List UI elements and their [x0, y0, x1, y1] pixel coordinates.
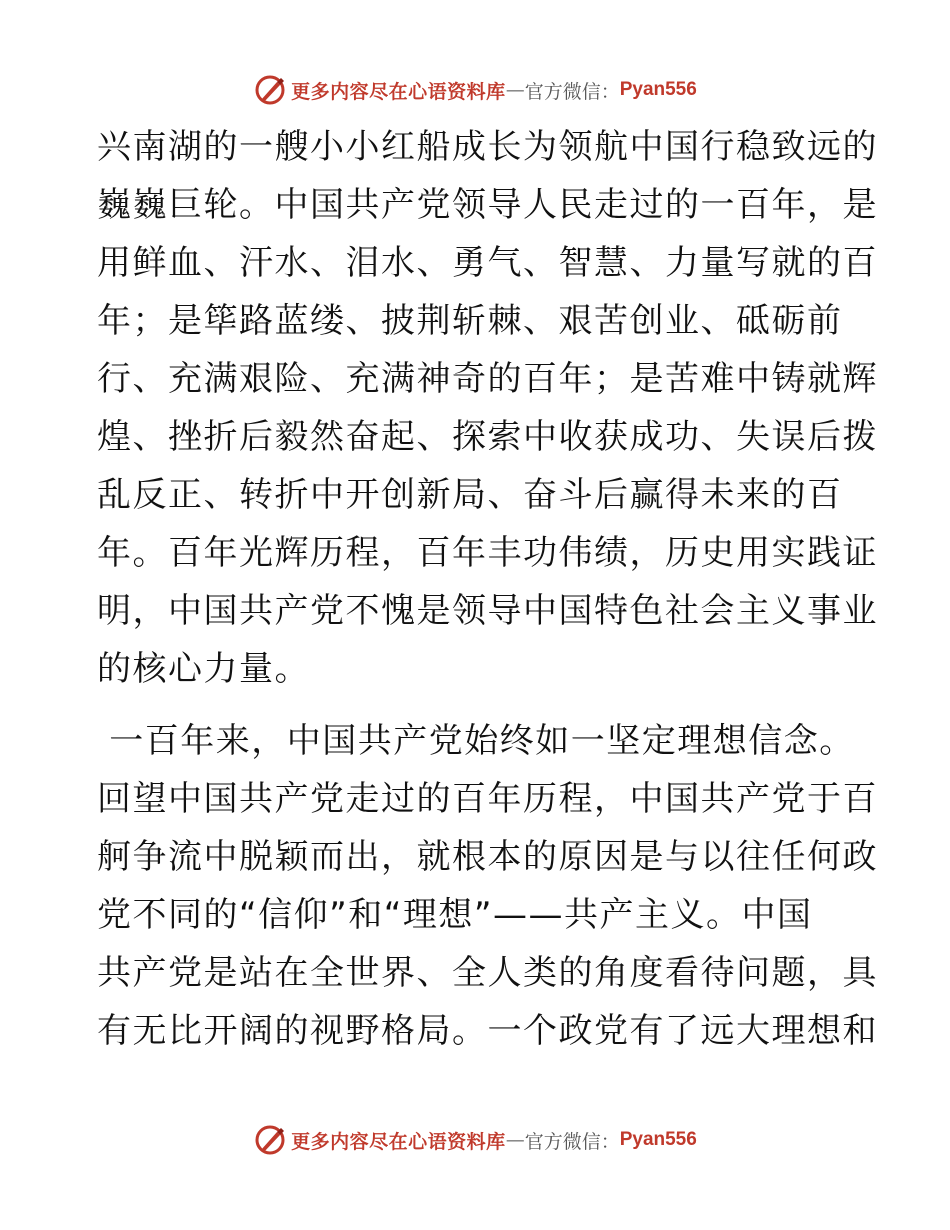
footer-banner — [0, 1120, 950, 1160]
footer-wechat-id: Pyan556 — [619, 1129, 697, 1150]
text-line: 一百年来，中国共产党始终如一坚定理想信念。 — [97, 721, 855, 761]
text-line: 党不同的“信仰”和“理想”——共产主义。中国 — [97, 895, 813, 935]
pen-logo-icon — [253, 1123, 287, 1157]
text-line: 用鲜血、汗水、泪水、勇气、智慧、力量写就的百 — [97, 243, 878, 283]
footer-wechat-label: 官方微信： — [524, 1130, 620, 1153]
text-line: 乱反正、转折中开创新局、奋斗后赢得未来的百 — [97, 475, 843, 515]
text-line: 明，中国共产党不愧是领导中国特色社会主义事业 — [97, 591, 878, 631]
paragraph-2 — [97, 712, 878, 1060]
text-line: 煌、挫折后毅然奋起、探索中收获成功、失误后拨 — [97, 417, 878, 457]
text-line: 年。百年光辉历程，百年丰功伟绩，历史用实践证 — [97, 533, 878, 573]
pen-logo-icon — [253, 73, 287, 107]
text-line: 巍巍巨轮。中国共产党领导人民走过的一百年，是 — [97, 185, 878, 225]
document-body — [97, 118, 878, 1060]
paragraph-1 — [97, 118, 878, 698]
text-line: 行、充满艰险、充满神奇的百年；是苦难中铸就辉 — [97, 359, 878, 399]
footer-dash: — — [505, 1129, 525, 1151]
text-line: 年；是筚路蓝缕、披荆斩棘、艰苦创业、砥砺前 — [97, 301, 843, 341]
text-line: 舸争流中脱颖而出，就根本的原因是与以往任何政 — [97, 837, 878, 877]
header-brand-text: 更多内容尽在心语资料库 — [291, 80, 506, 103]
header-wechat-label: 官方微信： — [524, 80, 620, 103]
footer-brand-text: 更多内容尽在心语资料库 — [291, 1130, 506, 1153]
text-line: 共产党是站在全世界、全人类的角度看待问题，具 — [97, 953, 878, 993]
text-line: 有无比开阔的视野格局。一个政党有了远大理想和 — [97, 1011, 878, 1051]
text-line: 回望中国共产党走过的百年历程，中国共产党于百 — [97, 779, 878, 819]
header-dash: — — [505, 79, 525, 101]
text-line: 的核心力量。 — [97, 649, 310, 689]
header-banner — [0, 70, 950, 110]
paragraph-gap — [97, 698, 857, 712]
header-wechat-id: Pyan556 — [619, 79, 697, 100]
text-line: 兴南湖的一艘小小红船成长为领航中国行稳致远的 — [97, 127, 878, 167]
